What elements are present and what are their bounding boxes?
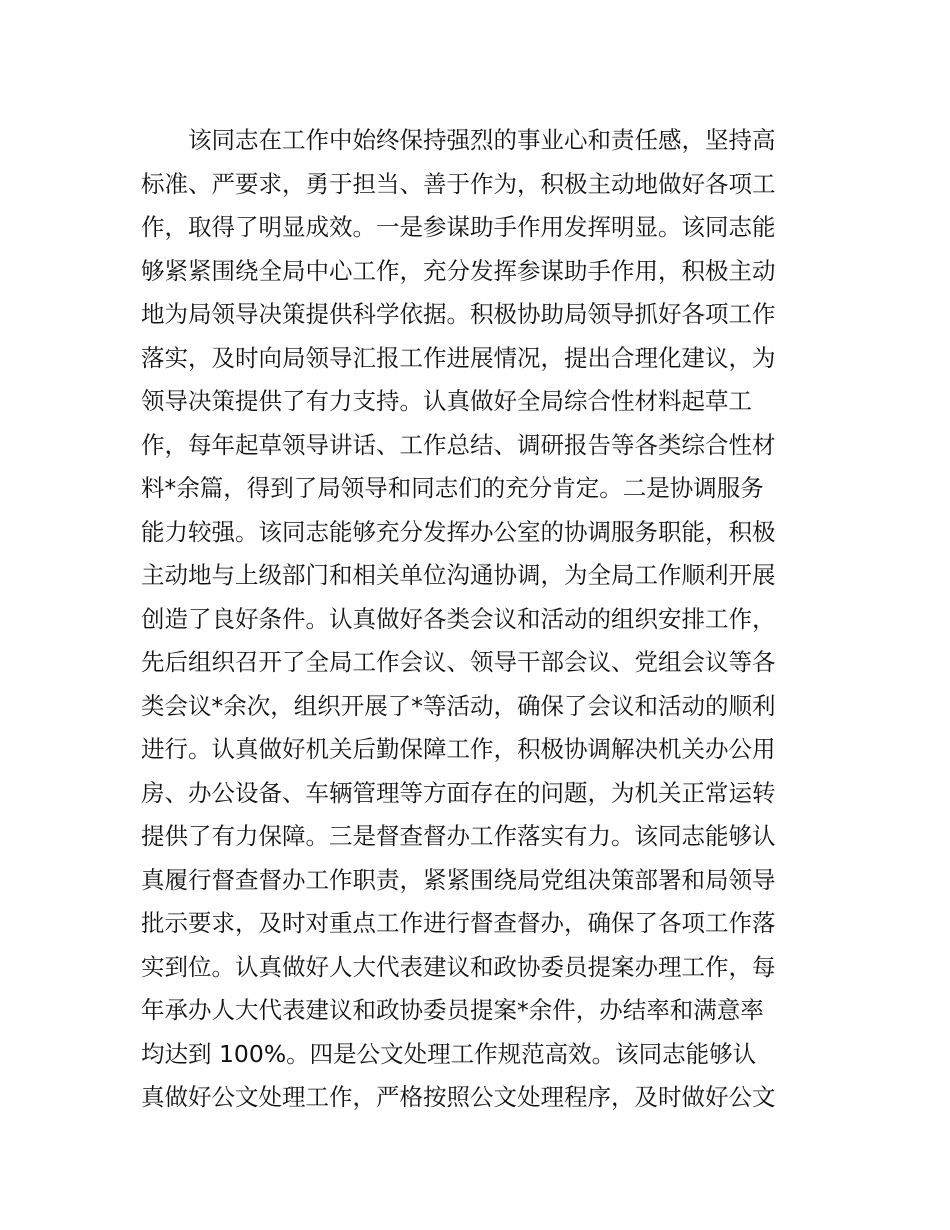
paragraph-line-13: 先后组织召开了全局工作会议、领导干部会议、党组会议等各 [141,648,776,676]
paragraph-line-1: 该同志在工作中始终保持强烈的事业心和责任感，坚持高 [188,126,776,154]
paragraph-line-6: 落实，及时向局领导汇报工作进展情况，提出合理化建议，为 [141,343,776,372]
paragraph-line-23: 真做好公文处理工作，严格按照公文处理程序，及时做好公文 [141,1083,776,1111]
paragraph-line-2: 标准、严要求，勇于担当、善于作为，积极主动地做好各项工 [141,169,776,198]
paragraph-line-11: 主动地与上级部门和相关单位沟通协调，为全局工作顺利开展 [141,561,776,589]
paragraph-line-8: 作，每年起草领导讲话、工作总结、调研报告等各类综合性材 [141,430,776,459]
paragraph-line-22: 均达到 100%。四是公文处理工作规范高效。该同志能够认 [141,1039,757,1068]
paragraph-line-3: 作，取得了明显成效。一是参谋助手作用发挥明显。该同志能 [141,213,776,241]
paragraph-line-7: 领导决策提供了有力支持。认真做好全局综合性材料起草工 [141,387,752,415]
paragraph-line-18: 真履行督查督办工作职责，紧紧围绕局党组决策部署和局领导 [141,865,776,894]
paragraph-line-5: 地为局领导决策提供科学依据。积极协助局领导抓好各项工作 [141,300,776,328]
paragraph-line-20: 实到位。认真做好人大代表建议和政协委员提案办理工作，每 [141,952,776,981]
paragraph-line-19: 批示要求，及时对重点工作进行督查督办，确保了各项工作落 [141,909,776,937]
body-paragraph [141,119,821,1120]
paragraph-line-15: 进行。认真做好机关后勤保障工作，积极协调解决机关办公用 [141,735,776,763]
paragraph-line-14: 类会议*余次，组织开展了*等活动，确保了会议和活动的顺利 [141,691,776,720]
paragraph-line-4: 够紧紧围绕全局中心工作，充分发挥参谋助手作用，积极主动 [141,256,776,285]
paragraph-line-16: 房、办公设备、车辆管理等方面存在的问题，为机关正常运转 [141,778,776,807]
paragraph-line-17: 提供了有力保障。三是督查督办工作落实有力。该同志能够认 [141,822,776,850]
paragraph-line-10: 能力较强。该同志能够充分发挥办公室的协调服务职能，积极 [141,517,776,546]
paragraph-line-9: 料*余篇，得到了局领导和同志们的充分肯定。二是协调服务 [141,474,764,502]
paragraph-line-12: 创造了良好条件。认真做好各类会议和活动的组织安排工作， [141,604,776,633]
paragraph-line-21: 年承办人大代表建议和政协委员提案*余件，办结率和满意率 [141,996,764,1024]
